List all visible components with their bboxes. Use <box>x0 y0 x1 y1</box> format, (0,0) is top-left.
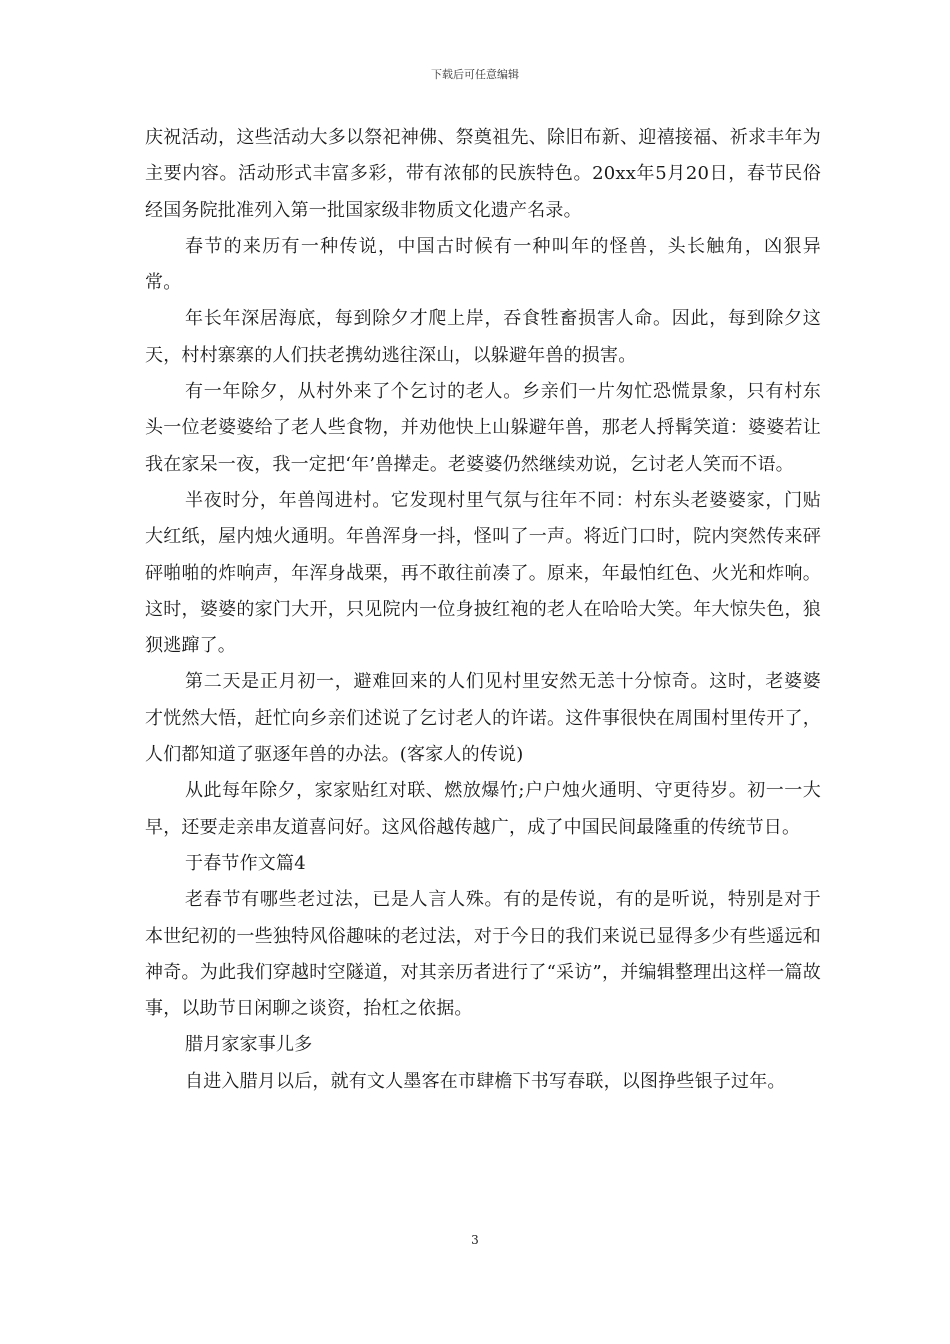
paragraph: 庆祝活动，这些活动大多以祭祀神佛、祭奠祖先、除旧布新、迎禧接福、祈求丰年为主要内容。活动形式丰富多彩，带有浓郁的民族特色。20xx年5月20日，春节民俗经国务院批准列入第一批国家级非物质文化遗产名录。 <box>145 127 821 221</box>
paragraph: 年长年深居海底，每到除夕才爬上岸，吞食牲畜损害人命。因此，每到除夕这天，村村寨寨的人们扶老携幼逃往深山，以躲避年兽的损害。 <box>145 308 821 366</box>
paragraph: 有一年除夕，从村外来了个乞讨的老人。乡亲们一片匆忙恐慌景象，只有村东头一位老婆婆给了老人些食物，并劝他快上山躲避年兽，那老人捋髯笑道：婆婆若让我在家呆一夜，我一定把‘年’兽撵走。老婆婆仍然继续劝说，乞讨老人笑而不语。 <box>145 381 821 475</box>
page-number: 3 <box>471 1233 479 1247</box>
paragraph: 半夜时分，年兽闯进村。它发现村里气氛与往年不同：村东头老婆婆家，门贴大红纸，屋内烛火通明。年兽浑身一抖，怪叫了一声。将近门口时，院内突然传来砰砰啪啪的炸响声，年浑身战栗，再不敢往前凑了。原来，年最怕红色、火光和炸响。这时，婆婆的家门大开，只见院内一位身披红袍的老人在哈哈大笑。年大惊失色，狼狈逃蹿了。 <box>145 489 821 657</box>
paragraph: 老春节有哪些老过法，已是人言人殊。有的是传说，有的是听说，特别是对于本世纪初的一些独特风俗趣味的老过法，对于今日的我们来说已显得多少有些遥远和神奇。为此我们穿越时空隧道，对其亲历者进行了“采访”，并编辑整理出这样一篇故事，以助节日闲聊之谈资，抬杠之依据。 <box>145 889 821 1020</box>
paragraph: 春节的来历有一种传说，中国古时候有一种叫年的怪兽，头长触角，凶狠异常。 <box>145 235 821 294</box>
paragraph: 第二天是正月初一，避难回来的人们见村里安然无恙十分惊奇。这时，老婆婆才恍然大悟，赶忙向乡亲们述说了乞讨老人的许诺。这件事很快在周围村里传开了，人们都知道了驱逐年兽的办法。(客家人的传说) <box>145 671 821 766</box>
section-heading: 于春节作文篇4 <box>185 852 306 874</box>
subsection-heading: 腊月家家事儿多 <box>185 1034 313 1056</box>
document-body <box>145 120 821 1100</box>
page-header: 下载后可任意编辑 <box>431 68 519 81</box>
paragraph: 从此每年除夕，家家贴红对联、燃放爆竹;户户烛火通明、守更待岁。初一一大早，还要走亲串友道喜问好。这风俗越传越广，成了中国民间最隆重的传统节日。 <box>145 780 821 838</box>
paragraph: 自进入腊月以后，就有文人墨客在市肆檐下书写春联，以图挣些银子过年。 <box>185 1070 786 1092</box>
